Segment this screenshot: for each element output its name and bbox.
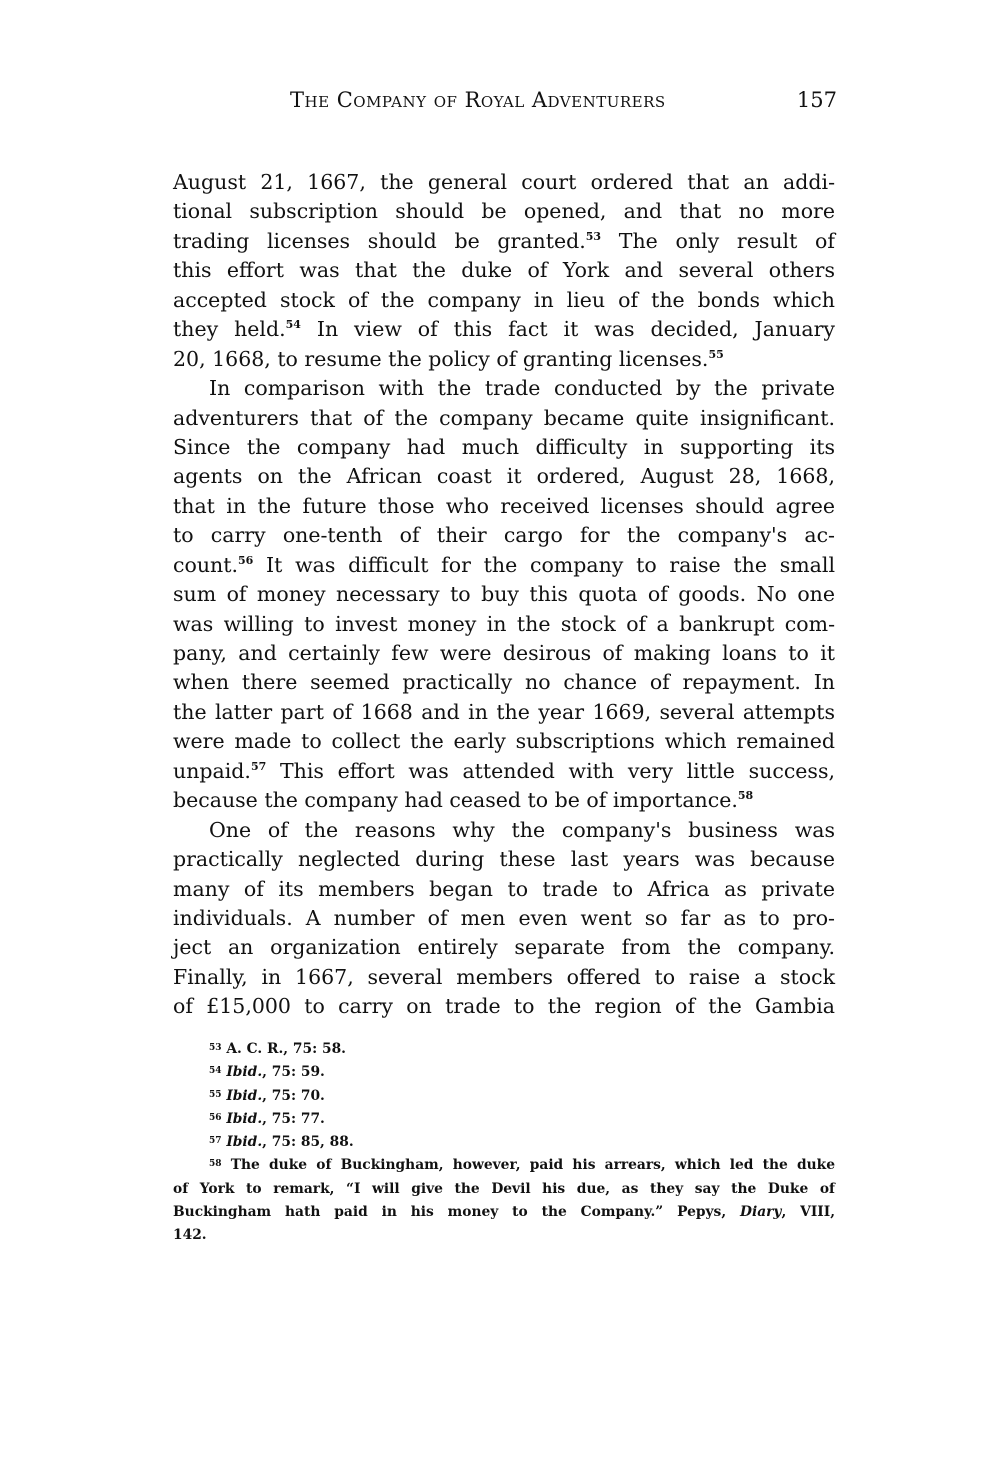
text-segment: was willing to invest money in the stock of a bankrupt com-: [173, 611, 835, 636]
body-line: [173, 580, 835, 609]
text-segment: Ibid.: [221, 1087, 263, 1104]
text-segment: sum of money necessary to buy this quota of goods. No one: [173, 582, 835, 607]
text-segment: , 75: 59.: [262, 1064, 325, 1081]
text-segment: of York to remark, “I will give the Devil his due, as they say the Duke of: [173, 1180, 835, 1197]
text-segment: count.: [173, 552, 238, 577]
text-segment: tional subscription should be opened, and that no more: [173, 199, 835, 224]
page-number: 157: [796, 88, 837, 112]
text-segment: 20, 1668, to resume the policy of granting licenses.: [173, 346, 709, 371]
body-line: [173, 757, 835, 786]
text-segment: It was difficult for the company to raise the small: [253, 552, 835, 577]
body-line: [173, 345, 835, 374]
text-segment: trading licenses should be granted.: [173, 228, 586, 253]
footnote-ref: 56: [237, 553, 254, 567]
footnote-line: [173, 1201, 835, 1224]
text-segment: this effort was that the duke of York and several others: [173, 258, 835, 283]
body-text: [173, 168, 835, 1022]
footnote-line: [173, 1085, 835, 1108]
text-segment: The duke of Buckingham, however, paid his arrears, which led the duke: [221, 1157, 835, 1174]
text-segment: Ibid.: [221, 1134, 263, 1151]
body-line: [173, 492, 835, 521]
text-segment: A. C. R., 75: 58.: [221, 1041, 346, 1057]
text-segment: were made to collect the early subscriptions which remained: [173, 729, 835, 754]
body-line: [173, 197, 835, 226]
body-line: [173, 933, 835, 962]
text-segment: adventurers that of the company became quite insignificant.: [173, 405, 835, 430]
body-line: [173, 727, 835, 756]
footnote-line: [173, 1131, 835, 1154]
body-line: [173, 286, 835, 315]
text-segment: August 21, 1667, the general court ordered that an addi-: [173, 170, 835, 194]
body-line: [173, 904, 835, 933]
body-line: [173, 963, 835, 992]
text-segment: Finally, in 1667, several members offered to raise a stock: [173, 964, 835, 989]
body-line: [173, 462, 835, 491]
text-segment: Ibid.: [221, 1064, 263, 1081]
text-segment: they held.: [173, 317, 286, 342]
body-line: [173, 227, 835, 256]
text-segment: because the company had ceased to be of importance.: [173, 788, 738, 813]
text-segment: practically neglected during these last years was because: [173, 847, 835, 872]
footnote-ref: 55: [708, 347, 724, 361]
text-segment: , 75: 85, 88.: [262, 1134, 354, 1151]
running-title: The Company of Royal Adventurers: [290, 88, 666, 112]
body-line: [173, 992, 835, 1021]
running-header: [173, 88, 837, 118]
text-segment: pany, and certainly few were desirous of making loans to it: [173, 641, 835, 665]
text-segment: Since the company had much difficulty in supporting its: [173, 434, 835, 459]
footnote-line: [173, 1224, 835, 1247]
text-segment: , VIII,: [781, 1204, 835, 1221]
text-segment: when there seemed practically no chance of repayment. In: [173, 670, 835, 695]
footnote-ref: 53: [585, 229, 602, 243]
body-line: [173, 551, 835, 580]
text-segment: , 75: 70.: [262, 1087, 325, 1104]
text-segment: In comparison with the trade conducted by the private: [209, 376, 835, 401]
body-line: [173, 374, 835, 403]
footnote-ref: 53: [209, 1043, 222, 1053]
body-line: [173, 639, 835, 668]
body-line: [173, 315, 835, 344]
text-segment: unpaid.: [173, 758, 251, 783]
text-segment: 142.: [173, 1227, 207, 1244]
footnotes: [173, 1038, 835, 1248]
body-line: [173, 786, 835, 815]
text-segment: Diary: [740, 1204, 782, 1221]
body-line: [173, 433, 835, 462]
text-segment: One of the reasons why the company's business was: [209, 817, 835, 842]
footnote-line: [173, 1038, 835, 1061]
footnote-line: [173, 1061, 835, 1084]
footnote-ref: 57: [250, 759, 267, 773]
body-line: [173, 610, 835, 639]
footnote-line: [173, 1178, 835, 1201]
footnote-ref: 57: [209, 1136, 222, 1147]
text-segment: Buckingham hath paid in his money to the Company.” Pepys,: [173, 1204, 741, 1221]
body-line: [173, 168, 835, 197]
body-line: [173, 404, 835, 433]
body-line: [173, 698, 835, 727]
text-segment: accepted stock of the company in lieu of the bonds which: [173, 287, 835, 312]
text-segment: , 75: 77.: [262, 1110, 325, 1127]
body-line: [173, 256, 835, 285]
text-segment: many of its members began to trade to Africa as private: [173, 876, 835, 901]
text-segment: to carry one-tenth of their cargo for the company's ac-: [173, 523, 835, 548]
footnote-line: [173, 1108, 835, 1131]
text-segment: The only result of: [601, 228, 835, 253]
text-segment: the latter part of 1668 and in the year 1669, several attempts: [173, 699, 835, 724]
footnote-ref: 58: [209, 1159, 222, 1170]
footnote-ref: 55: [209, 1089, 222, 1100]
text-segment: In view of this fact it was decided, January: [300, 317, 835, 342]
body-line: [173, 845, 835, 874]
text-segment: that in the future those who received licenses should agree: [173, 493, 835, 518]
body-line: [173, 668, 835, 697]
body-line: [173, 816, 835, 845]
text-segment: of £15,000 to carry on trade to the region of the Gambia: [173, 994, 835, 1019]
footnote-ref: 56: [209, 1112, 222, 1123]
text-segment: ject an organization entirely separate from the company.: [173, 935, 835, 960]
body-line: [173, 521, 835, 550]
footnote-line: [173, 1154, 835, 1177]
text-segment: This effort was attended with very little success,: [266, 758, 835, 783]
text-segment: individuals. A number of men even went so far as to pro-: [173, 905, 835, 930]
text-segment: agents on the African coast it ordered, August 28, 1668,: [173, 464, 835, 489]
footnote-ref: 54: [285, 318, 301, 332]
footnote-ref: 58: [737, 789, 754, 803]
text-segment: Ibid.: [221, 1110, 263, 1127]
body-line: [173, 875, 835, 904]
footnote-ref: 54: [209, 1066, 222, 1077]
